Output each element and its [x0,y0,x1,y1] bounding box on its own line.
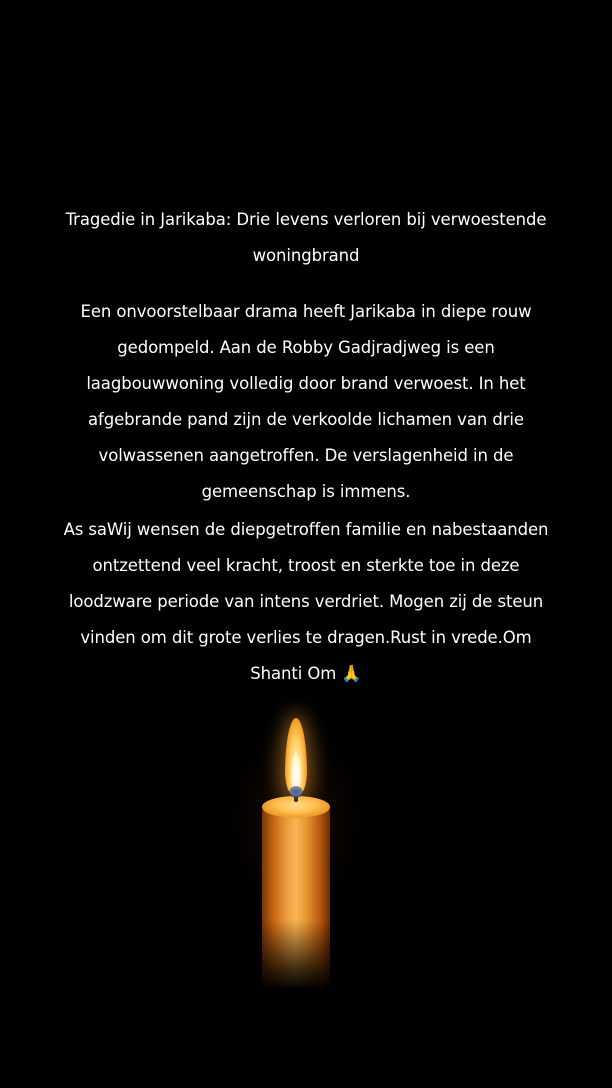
headline-line: woningbrand [252,246,360,265]
paragraph-condolence [40,512,572,692]
paragraph-line: gemeenschap is immens. [201,482,411,501]
candle-icon [196,690,396,980]
paragraph-line: afgebrande pand zijn de verkoolde lichamen van drie [88,410,524,429]
paragraph-line: volwassenen aangetroffen. De verslagenheid in de [98,446,514,465]
flame-base [289,786,303,798]
headline-line: Tragedie in Jarikaba: Drie levens verloren bij verwoestende [65,210,547,229]
paragraph-report [40,294,572,510]
paragraph-line: Een onvoorstelbaar drama heeft Jarikaba in diepe rouw [80,302,532,321]
paragraph-line: gedompeld. Aan de Robby Gadjradjweg is een [117,338,495,357]
paragraph-line: Shanti Om 🙏 [250,664,362,683]
paragraph-line: laagbouwwoning volledig door brand verwoest. In het [86,374,526,393]
paragraph-line: As saWij wensen de diepgetroffen familie en nabestaanden [63,520,549,539]
paragraph-line: loodzware periode van intens verdriet. Mogen zij de steun [68,592,544,611]
paragraph-line: vinden om dit grote verlies te dragen.Rust in vrede.Om [80,628,532,647]
paragraph-line: ontzettend veel kracht, troost en sterkte toe in deze [92,556,520,575]
headline [40,202,572,274]
candle-shadow [252,920,340,990]
